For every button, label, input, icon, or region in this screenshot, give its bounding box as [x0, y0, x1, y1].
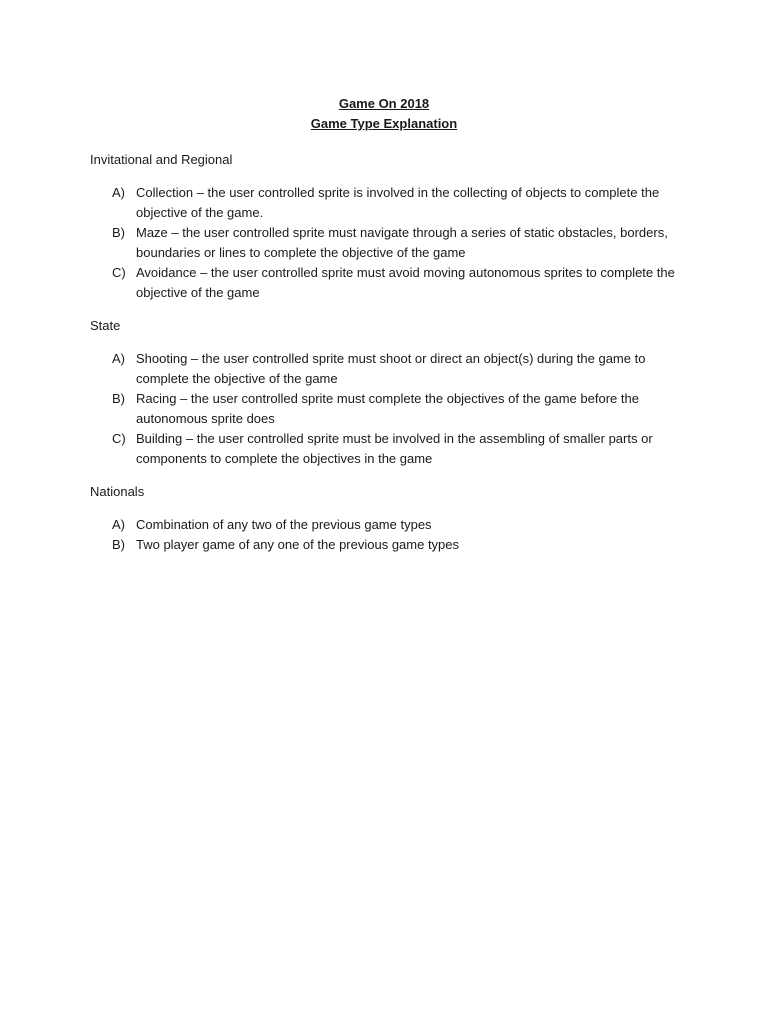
section-heading: Nationals — [90, 484, 145, 499]
list-item-text: Building – the user controlled sprite must be involved in the assembling of smaller parts or components to complete the objectives in the game — [136, 431, 653, 466]
list-item-text: Combination of any two of the previous game types — [136, 517, 432, 532]
list-item-text: Shooting – the user controlled sprite must shoot or direct an object(s) during the game to complete the objective of the game — [136, 351, 646, 386]
list-item-text: Collection – the user controlled sprite is involved in the collecting of objects to complete the objective of the game. — [136, 185, 660, 220]
list-item-text: Two player game of any one of the previous game types — [136, 537, 460, 552]
game-type-list — [90, 515, 680, 555]
list-marker: B) — [112, 537, 125, 552]
list-item — [90, 183, 680, 223]
section-invitational-regional — [90, 150, 680, 303]
list-item-text: Avoidance – the user controlled sprite must avoid moving autonomous sprites to complete the objective of the game — [136, 265, 675, 300]
title-block — [0, 94, 768, 134]
game-type-list — [90, 349, 680, 469]
list-item — [90, 515, 680, 535]
section-nationals — [90, 482, 680, 555]
game-type-list — [90, 183, 680, 303]
list-item — [90, 389, 680, 429]
document-body — [90, 150, 680, 568]
section-heading: Invitational and Regional — [90, 152, 233, 167]
list-marker: B) — [112, 391, 125, 406]
document-subtitle: Game Type Explanation — [310, 116, 458, 131]
list-item — [90, 429, 680, 469]
list-marker: B) — [112, 225, 125, 240]
list-item — [90, 349, 680, 389]
document-title: Game On 2018 — [338, 96, 430, 111]
list-item-text: Racing – the user controlled sprite must complete the objectives of the game before the autonomous sprite does — [136, 391, 639, 426]
list-item — [90, 223, 680, 263]
list-marker: C) — [112, 431, 126, 446]
section-state — [90, 316, 680, 469]
list-marker: C) — [112, 265, 126, 280]
list-item-text: Maze – the user controlled sprite must navigate through a series of static obstacles, borders, boundaries or lines to complete the objective of the game — [136, 225, 668, 260]
list-marker: A) — [112, 351, 125, 366]
list-marker: A) — [112, 517, 125, 532]
list-marker: A) — [112, 185, 125, 200]
list-item — [90, 263, 680, 303]
section-heading: State — [90, 318, 121, 333]
list-item — [90, 535, 680, 555]
